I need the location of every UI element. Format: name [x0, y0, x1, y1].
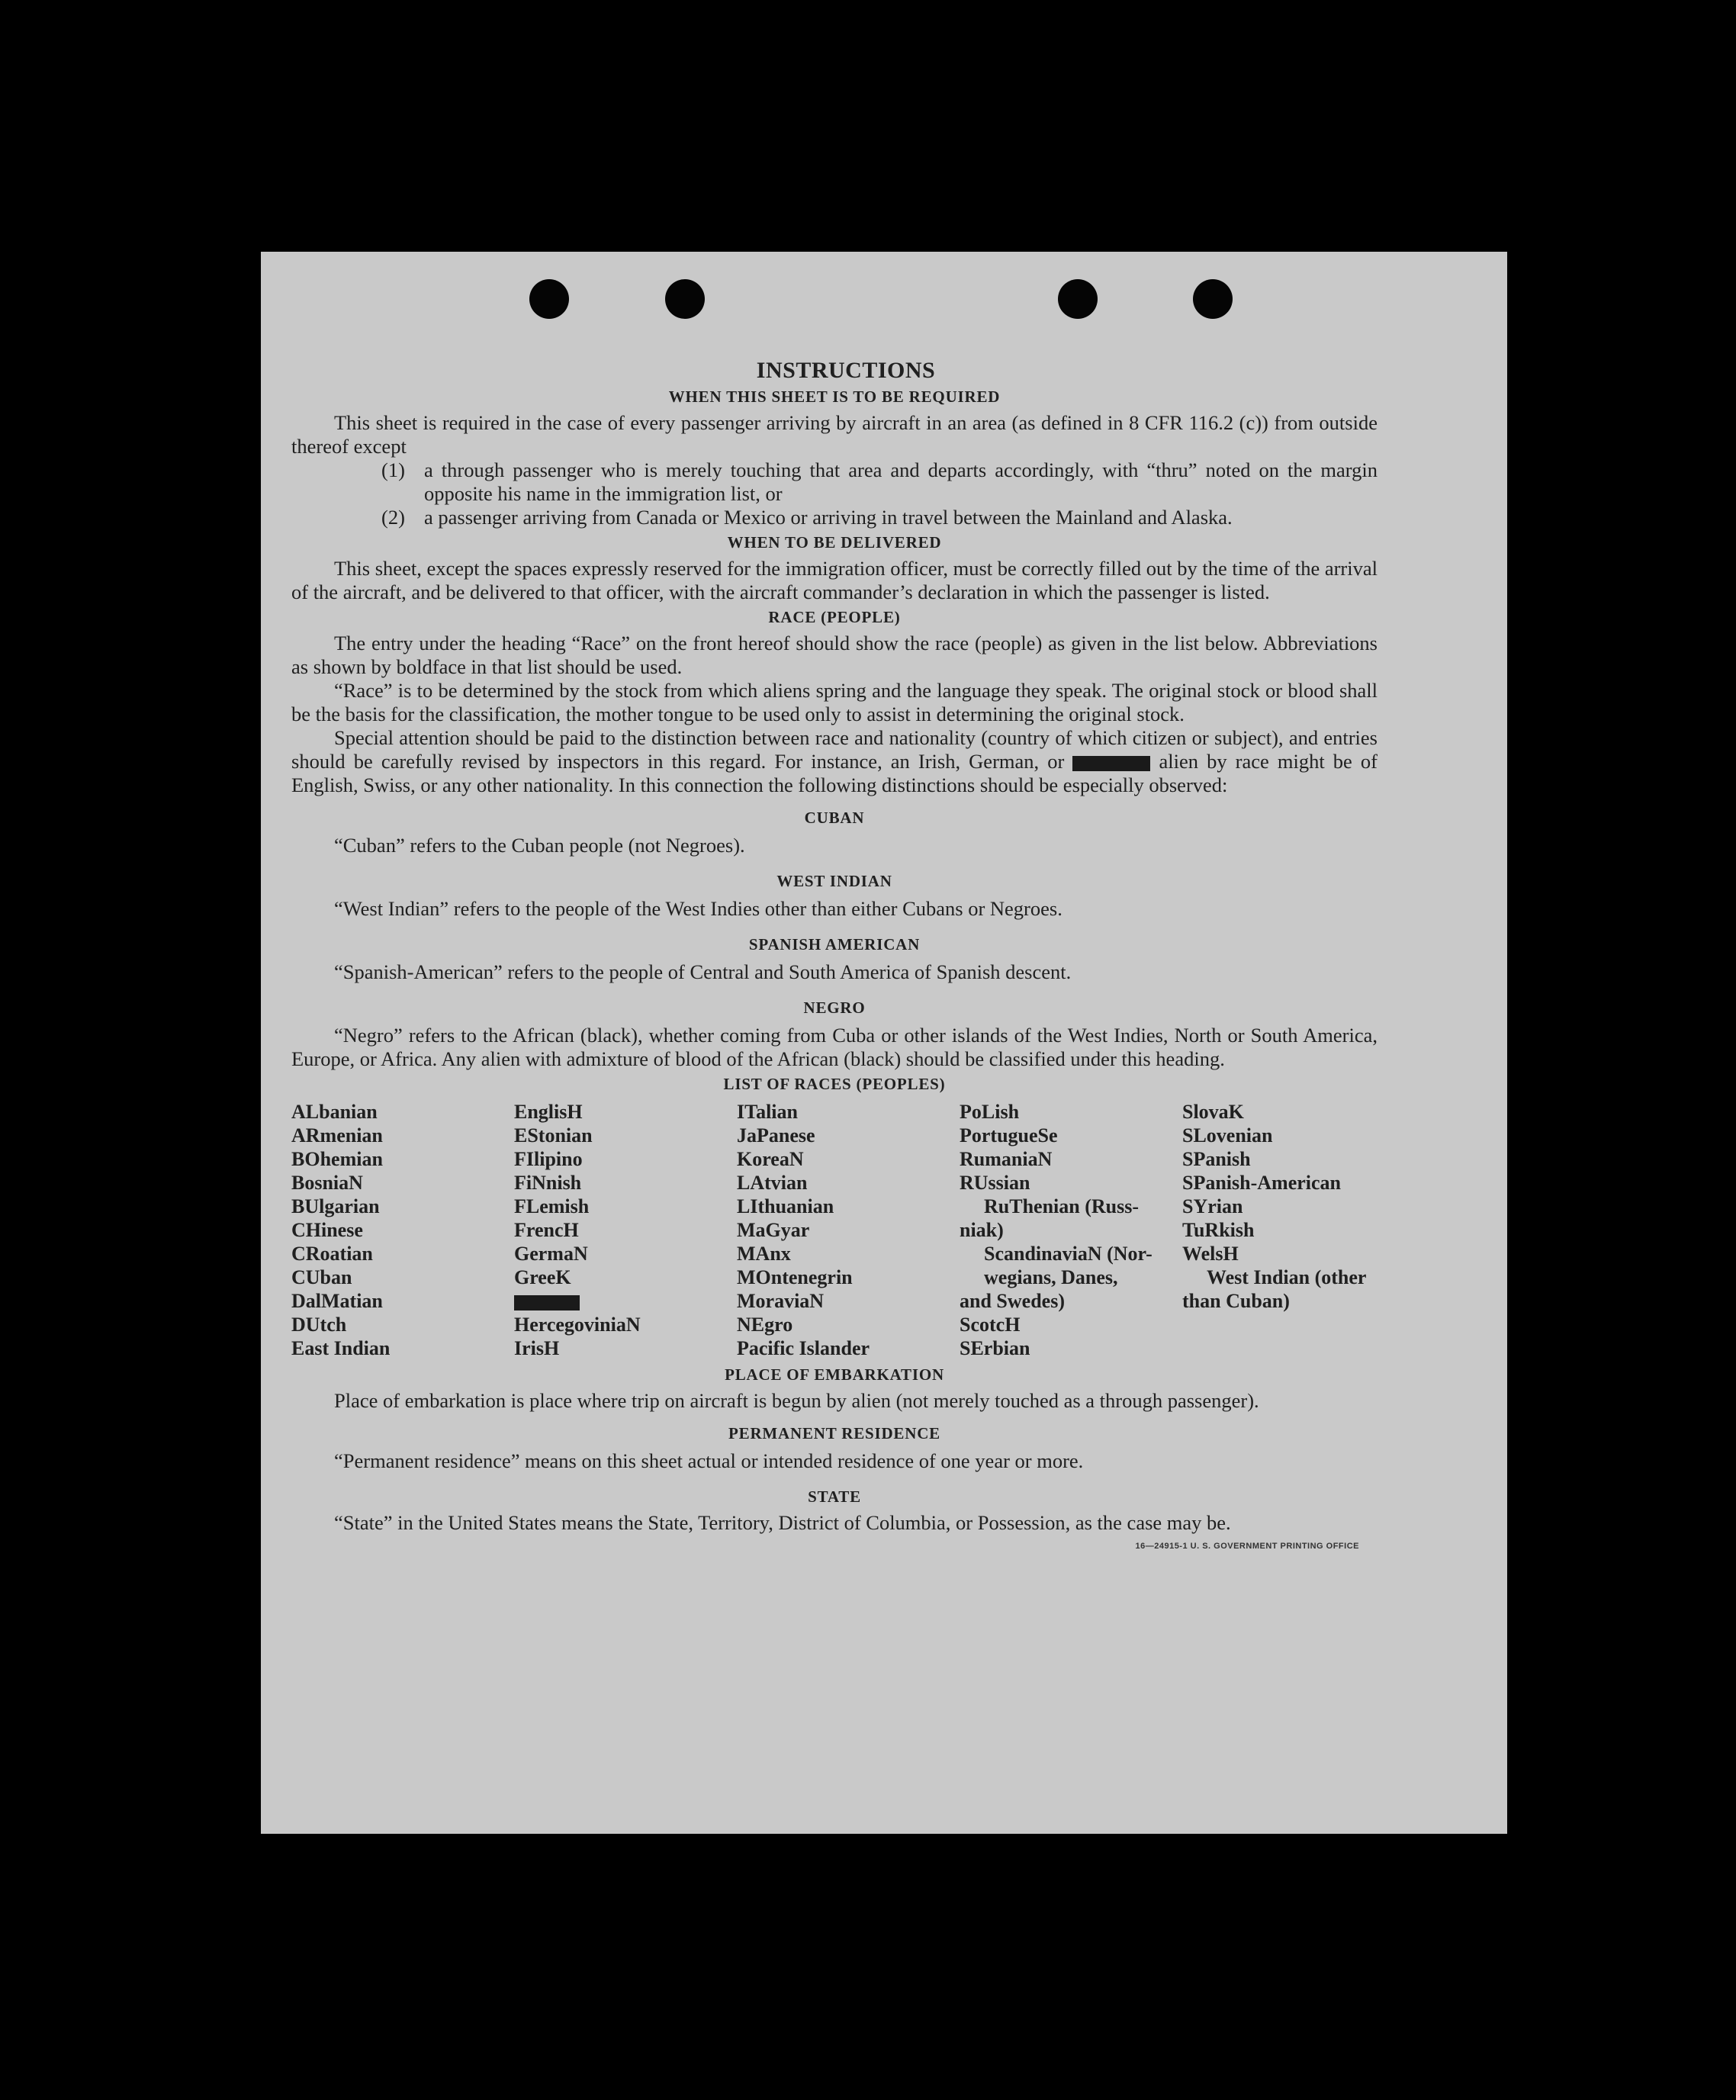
race-list-item: WelsH	[1182, 1243, 1239, 1265]
residence-text: “Permanent residence” means on this sheet actual or intended residence of one year or more.	[334, 1449, 1084, 1472]
race-list-item: MaGyar	[737, 1219, 810, 1241]
race-list-item: FLemish	[514, 1195, 590, 1217]
race-paragraph-1: The entry under the heading “Race” on the front hereof should show the race (people) as given in the list below. Abbreviations as shown by boldface in that list should be used.	[291, 632, 1378, 678]
race-list-item: MOntenegrin	[737, 1266, 853, 1288]
race-list-item: CUban	[291, 1266, 352, 1288]
race-list-item: FiNnish	[514, 1172, 582, 1194]
races-column	[514, 1100, 737, 1360]
race-list-item: RuThenian (Russ-	[984, 1195, 1140, 1217]
race-list-item: ScotcH	[960, 1314, 1021, 1336]
race-list-item: MAnx	[737, 1243, 791, 1265]
race-list-item: NEgro	[737, 1314, 793, 1336]
race-list-item: Pacific Islander	[737, 1337, 870, 1359]
heading-when-delivered: WHEN TO BE DELIVERED	[727, 533, 942, 552]
race-list-item: BUlgarian	[291, 1195, 380, 1217]
race-list-item: RUssian	[960, 1172, 1030, 1194]
heading-embarkation: PLACE OF EMBARKATION	[725, 1365, 944, 1384]
race-list-item: East Indian	[291, 1337, 391, 1359]
race-list-item: than Cuban)	[1182, 1290, 1290, 1312]
race-list-item: MoraviaN	[737, 1290, 825, 1312]
race-list-item: BOhemian	[291, 1148, 383, 1170]
punch-hole	[1193, 279, 1233, 319]
race-list-item: ALbanian	[291, 1101, 378, 1123]
punch-hole	[529, 279, 569, 319]
race-list-item: EStonian	[514, 1124, 593, 1146]
spanish-american-text: “Spanish-American” refers to the people of Central and South America of Spanish descent.	[334, 960, 1072, 983]
race-list-item: PoLish	[960, 1101, 1020, 1123]
exception-number: (1)	[381, 458, 405, 481]
race-list-item: LAtvian	[737, 1172, 808, 1194]
race-list-item: CHinese	[291, 1219, 363, 1241]
race-list-item: GermaN	[514, 1243, 588, 1265]
race-paragraph-3-a: Special attention should be paid to the distinction between race and nationality (country of which citizen or subject), and entries should be carefully revised by inspectors in this regard. For instance, an Irish, German, or	[291, 726, 1378, 773]
heading-west-indian: WEST INDIAN	[776, 872, 892, 890]
race-list-item: DalMatian	[291, 1290, 383, 1312]
print-line: 16—24915-1 U. S. GOVERNMENT PRINTING OFFICE	[1135, 1542, 1359, 1551]
punch-hole	[1058, 279, 1098, 319]
race-list-item: SPanish	[1182, 1148, 1251, 1170]
race-list-item: and Swedes)	[960, 1290, 1065, 1312]
race-list-item: SYrian	[1182, 1195, 1243, 1217]
race-list-item: ITalian	[737, 1101, 798, 1123]
races-column	[960, 1100, 1182, 1360]
race-paragraph-3	[291, 726, 1378, 797]
race-list-item: BosniaN	[291, 1172, 363, 1194]
when-delivered-text: This sheet, except the spaces expressly reserved for the immigration officer, must be correctly filled out by the time of the arrival of the aircraft, and be delivered to that officer, with the aircraft commander’s declaration in which the passenger is listed.	[291, 557, 1378, 603]
exception-item	[291, 458, 1378, 506]
race-list-item: ARmenian	[291, 1124, 383, 1146]
race-paragraph-3-b: alien by race might be of English, Swiss, or any other nationality. In this connection the following distinctions should be especially observed:	[291, 750, 1378, 796]
redaction-mark	[1072, 756, 1150, 771]
race-list-item: PortugueSe	[960, 1124, 1058, 1146]
races-column	[737, 1100, 960, 1360]
races-column	[291, 1100, 514, 1360]
race-list-item: JaPanese	[737, 1124, 815, 1146]
west-indian-text: “West Indian” refers to the people of the West Indies other than either Cubans or Negroes.	[334, 897, 1062, 920]
instructions-body	[291, 359, 1378, 1563]
instruction-sheet	[261, 252, 1507, 1834]
heading-negro: NEGRO	[803, 999, 866, 1017]
heading-cuban: CUBAN	[804, 809, 865, 827]
race-list-item: GreeK	[514, 1266, 571, 1288]
races-list	[291, 1100, 1378, 1360]
race-list-item: LIthuanian	[737, 1195, 834, 1217]
race-paragraph-2: “Race” is to be determined by the stock from which aliens spring and the language they speak. The original stock or blood shall be the basis for the classification, the mother tongue to be used only to assist in determining the original stock.	[291, 679, 1378, 725]
heading-spanish-american: SPANISH AMERICAN	[748, 935, 921, 954]
state-text: “State” in the United States means the State, Territory, District of Columbia, or Possession, as the case may be.	[334, 1511, 1231, 1534]
race-list-item: niak)	[960, 1219, 1004, 1241]
race-list-item: TuRkish	[1182, 1219, 1255, 1241]
race-list-item: EnglisH	[514, 1101, 583, 1123]
race-list-item: SlovaK	[1182, 1101, 1244, 1123]
heading-race: RACE (PEOPLE)	[768, 608, 901, 626]
heading-permanent-residence: PERMANENT RESIDENCE	[728, 1424, 940, 1442]
cuban-text: “Cuban” refers to the Cuban people (not Negroes).	[334, 834, 745, 857]
race-list-item: RumaniaN	[960, 1148, 1053, 1170]
race-list-item: HercegoviniaN	[514, 1314, 641, 1336]
race-list-item: KoreaN	[737, 1148, 804, 1170]
race-list-item: IrisH	[514, 1337, 560, 1359]
race-list-item: CRoatian	[291, 1243, 373, 1265]
exception-text: a through passenger who is merely touching that area and departs accordingly, with “thru” noted on the margin opposite his name in the immigration list, or	[424, 458, 1378, 505]
race-list-item: SLovenian	[1182, 1124, 1273, 1146]
footer-row	[291, 1535, 1378, 1563]
embarkation-text: Place of embarkation is place where trip on aircraft is begun by alien (not merely touched as a through passenger).	[334, 1389, 1259, 1412]
race-list-item: FrencH	[514, 1219, 579, 1241]
heading-state: STATE	[808, 1487, 861, 1506]
race-list-item: DUtch	[291, 1314, 347, 1336]
race-redacted-item	[514, 1289, 737, 1313]
exception-item	[291, 506, 1378, 529]
heading-list-of-races: LIST OF RACES (PEOPLES)	[723, 1075, 946, 1093]
page-title: INSTRUCTIONS	[756, 358, 936, 383]
when-required-intro: This sheet is required in the case of every passenger arriving by aircraft in an area (as defined in 8 CFR 116.2 (c)) from outside thereof except	[291, 411, 1378, 458]
race-list-item: West Indian (other	[1207, 1266, 1367, 1288]
races-column	[1182, 1100, 1381, 1360]
punch-hole	[665, 279, 705, 319]
negro-text: “Negro” refers to the African (black), whether coming from Cuba or other islands of the West Indies, North or South America, Europe, or Africa. Any alien with admixture of blood of the African (black) should be classified under this heading.	[291, 1024, 1378, 1070]
exception-text: a passenger arriving from Canada or Mexico or arriving in travel between the Mainland and Alaska.	[424, 506, 1233, 529]
race-list-item: SErbian	[960, 1337, 1030, 1359]
race-list-item: SPanish-American	[1182, 1172, 1341, 1194]
heading-when-required: WHEN THIS SHEET IS TO BE REQUIRED	[668, 388, 1001, 406]
race-list-item: ScandinaviaN (Nor-	[984, 1243, 1153, 1265]
exception-number: (2)	[381, 506, 405, 529]
race-list-item: wegians, Danes,	[984, 1266, 1118, 1288]
redaction-mark	[514, 1295, 580, 1310]
race-list-item: FIlipino	[514, 1148, 583, 1170]
